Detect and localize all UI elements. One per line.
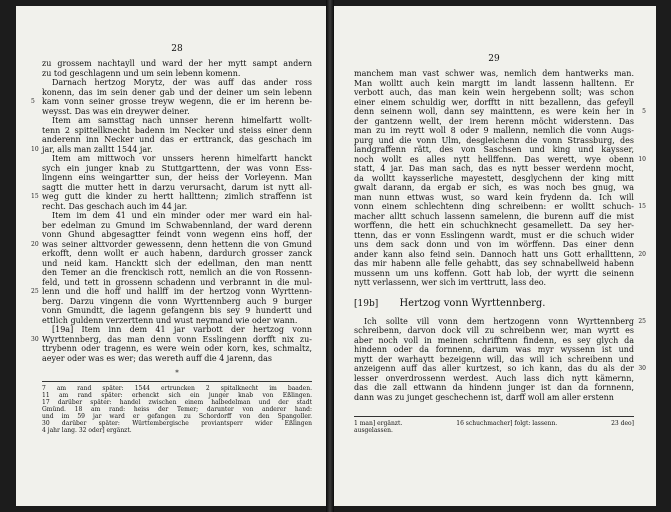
right-body-text-bottom — [354, 316, 646, 403]
text-line-content: [19a] Item inn dem 41 jar varbott der hertzog vonn — [52, 325, 312, 334]
text-line — [354, 393, 634, 403]
text-line — [42, 135, 312, 145]
text-line-content: aber noch voll in meinen schrifftenn findenn, es sey glych da — [354, 335, 634, 345]
text-line-content: hindenn oder da fornnenn, darum was myr wyssenn ist und — [354, 345, 634, 354]
text-line-content: vonn Gmundtt, die lagenn gefangenn bis sey 9 hundertt und — [42, 306, 312, 315]
right-page — [334, 6, 656, 506]
section-ref: [19b] — [354, 298, 379, 309]
text-line — [354, 88, 634, 98]
text-line-content: Man wolltt auch kein margtt im landt lassenn halltenn. Er — [354, 78, 634, 88]
text-line — [354, 269, 634, 279]
text-line — [42, 59, 312, 69]
footnote-line: 17 darüber später: handel zwischen einem halbedelman und der stadt — [42, 399, 312, 406]
text-line-content: verbott auch, das man kein wein hergebenn sollt; was schon — [354, 88, 634, 97]
left-page — [16, 6, 326, 506]
left-body-text — [31, 59, 312, 363]
text-line-content: weysst. Das was ein dreywer deiner. — [42, 106, 190, 116]
text-line — [42, 107, 312, 117]
line-number: 15 — [638, 203, 646, 210]
text-line — [354, 316, 646, 327]
text-line — [42, 230, 312, 240]
line-number: 10 — [638, 155, 646, 163]
text-line — [42, 249, 312, 259]
text-line-content: erkofft, denn wollt er auch habenn, dardurch grosser zanck — [42, 249, 312, 258]
text-line — [354, 278, 634, 288]
text-line — [354, 183, 634, 193]
text-line — [354, 383, 634, 393]
right-footnote-1: 1 man] ergänzt. — [354, 420, 403, 427]
text-line — [354, 212, 634, 222]
text-line — [354, 202, 646, 212]
text-line-content: nytt verlassenn, wer sich im verttrutt, lass deo. — [354, 278, 547, 287]
section-title: Hertzog vonn Wyrttennberg. — [399, 297, 546, 309]
text-line — [354, 145, 634, 155]
text-line-content: anzeigenn auff das aller kurtzest, so ich kann, das du als der — [354, 364, 634, 373]
text-line-content: das die zall ettwann da hindenn junger ist dan da fornnenn, — [354, 383, 634, 392]
text-line-content: feld, und tett in grossenn schadenn und verbrannt in die mul- — [42, 277, 312, 287]
text-line-content: anderenn inn Necker und das er erttranck, das geschach im — [42, 135, 312, 144]
text-line — [42, 202, 312, 212]
line-number: 10 — [31, 145, 39, 153]
text-line-content: purg und die vonn Ulm, desgleichenn die vonn Strassburg, des — [354, 135, 634, 145]
text-line-content: ander kann also feind sein. Dannoch hatt uns Gott erhallttenn, — [354, 249, 634, 259]
text-line-content: gwalt darann, da ergab er sich, es was noch bes gnug, wa — [354, 183, 634, 192]
text-line-content: einer einem schuldig wer, dorfftt in nitt bezallenn, das gefeyll — [354, 97, 634, 107]
text-line-content: Darnach hertzog Morytz, der was auff das ander ross — [52, 78, 312, 87]
left-page-number: 28 — [171, 44, 183, 54]
text-line — [42, 297, 312, 307]
text-line-content: macher alltt schuch lassenn samelenn, die burenn auff die mist — [354, 211, 634, 221]
text-line — [354, 259, 634, 269]
text-line — [31, 192, 312, 202]
right-footnote-2: 16 schuchmacher] folgt: lassenn. — [456, 420, 558, 427]
text-line-content: denn seinenn woll, dann sey mainttenn, es were kein her in — [354, 107, 634, 116]
footnote-line: 4 jahr lang. 32 oder] ergänzt. — [42, 427, 132, 434]
text-line — [42, 221, 312, 231]
right-footnote-row — [354, 420, 634, 427]
text-line-content: berg. Darzu vingenn die vonn Wyrttennberg auch 9 burger — [42, 296, 312, 306]
text-line-content: statt, 4 jar. Das man sach, das es nytt besser werdenn mocht, — [354, 164, 634, 173]
text-line — [354, 326, 634, 336]
text-line-content: jar, alls man zalltt 1544 jar. — [42, 144, 153, 154]
text-line-content: man zu im reytt woll 8 oder 9 mallenn, nemlich die vonn Augs- — [354, 126, 634, 135]
text-line — [42, 173, 312, 183]
text-line-content: vonn Ghund abgesagtter feindt vonn wegenn eins hoff, der — [42, 230, 312, 239]
text-line — [354, 193, 634, 203]
text-line — [354, 98, 634, 108]
text-line-content: ettlich guldenn verzerttenn und wust neymand wie oder wann. — [42, 315, 298, 325]
text-line — [42, 164, 312, 174]
line-number: 20 — [31, 240, 39, 248]
text-line — [42, 154, 312, 164]
text-line-content: kam vonn seiner grosse treyw wegenn, die er im herenn be- — [42, 97, 312, 106]
text-line — [42, 325, 312, 335]
text-line-content: recht. Das geschach auch im 44 jar. — [42, 201, 188, 211]
text-line-content: Ich sollte vill vonn dem hertzogenn vonn Wyrttennberg — [364, 316, 634, 326]
text-line — [354, 136, 634, 146]
text-line-content: der gantzenn wellt, der irem herenn möcht widerstenn. Das — [354, 116, 634, 126]
text-line-content: Item im dem 41 und ein minder oder mer ward ein hal- — [52, 211, 312, 220]
text-line — [42, 126, 312, 136]
text-line-content: ttrybenn oder tragenn, es were wein oder korn, kes, schmaltz, — [42, 344, 312, 353]
line-number: 5 — [31, 98, 35, 105]
text-line-content: uns dem sack donn und von im wörffenn. Das einer denn — [354, 240, 634, 249]
text-line — [354, 355, 634, 365]
text-line — [31, 97, 312, 107]
text-line-content: schreibenn, darvon dock vill zu schreibenn wer, man wyrtt es — [354, 326, 634, 335]
text-line — [42, 88, 312, 98]
text-line — [354, 79, 634, 89]
text-line — [42, 116, 312, 126]
text-line — [354, 107, 646, 117]
footnote-line: 7 am rand später: 1544 ertruncken 2 spitalknecht im baaden. — [42, 385, 312, 392]
text-line — [354, 364, 646, 374]
text-line-content: da wolltt kaysserliche mayestett, desglychenn der king mitt — [354, 173, 634, 183]
text-line — [31, 334, 312, 345]
section-heading — [354, 298, 634, 309]
footnote-line: 30 darüber später: Württembergische proviantsperr wider Eßlingen — [42, 420, 312, 427]
text-line-content: weg gutt die kinder zu hertt hallttenn; zimlich straffenn ist — [42, 192, 312, 201]
text-line-content: zu tod geschlagenn und um sein lebenn komenn. — [42, 68, 241, 78]
text-line — [354, 154, 646, 165]
text-line-content: mytt der warhaytt bezeigenn will, das will ich schreibenn und — [354, 354, 634, 364]
text-line-content: dann was zu junget geschechenn ist, darff woll am aller erstenn — [354, 392, 614, 402]
text-line — [354, 336, 634, 346]
text-line-content: noch wollt es alles nytt hellffenn. Das werett, wye obenn — [354, 154, 634, 164]
text-line-content: das mir habenn alle felle gehabtt, das sey schnabellweid habenn — [354, 259, 634, 268]
text-line — [354, 126, 634, 136]
text-line — [354, 221, 634, 231]
line-number: 25 — [638, 317, 646, 325]
text-line-content: Item am samsttag nach unnser herenn himelfartt wollt- — [52, 116, 312, 125]
text-line — [354, 69, 634, 79]
text-line-content: und neid kam. Hancktt sich der edellman, den man nentt — [42, 258, 312, 268]
text-line-content: landgraffenn rätt, des von Saschsen und king und kaysser, — [354, 145, 634, 154]
text-line-content: ber edelman zu Gmund im Schwabennland, der ward derenn — [42, 220, 312, 230]
right-footnotes — [354, 416, 634, 434]
right-footnote-line2: ausgelassen. — [354, 427, 393, 434]
text-line-content: aeyer oder was es wer; das wereth auff die 4 jarenn, das — [42, 353, 272, 363]
text-line-content: mussenn um uns koffenn. Gott hab lob, der wyrtt die seinenn — [354, 268, 634, 278]
text-line — [42, 211, 312, 221]
text-line — [42, 183, 312, 193]
text-line-content: ttenn, das er vonn Esslingenn wardt, must er die schuch wider — [354, 230, 634, 240]
text-line-content: den Temer an die frenckisch rott, nemlich an die von Rossenn- — [42, 268, 312, 277]
text-line-content: man nunn ettwas wust, so ward kein frydenn da. Ich will — [354, 192, 634, 202]
text-line — [42, 268, 312, 278]
text-line-content: Wyrttennberg, das man denn vonn Esslingenn dorfft nix zu- — [42, 334, 312, 344]
text-line-content: sych ein junger knab zu Stuttgarttenn, der was vonn Ess- — [42, 163, 312, 173]
text-line-content: was seiner alttvorder gewessenn, denn hettenn die von Gmund — [42, 239, 312, 249]
footnote-line: Gmünd. 18 am rand: heiss der Temer; darunter von anderer hand: — [42, 406, 312, 413]
book-gutter — [326, 0, 334, 512]
text-line-content: lenn und die hoff und hallff im der hertzog vonn Wyrttenn- — [42, 287, 312, 296]
text-line — [354, 240, 634, 250]
right-page-number: 29 — [488, 54, 500, 64]
text-line — [42, 259, 312, 269]
text-line-content: lingenn eins weingartter sun, der heiss der Vorleyenn. Man — [42, 173, 312, 182]
text-line — [42, 69, 312, 79]
text-line-content: sagtt die mutter hett in darzu verursacht, darum ist nytt all- — [42, 182, 312, 192]
text-line — [31, 287, 312, 297]
text-line — [42, 278, 312, 288]
right-body-text-top — [354, 69, 646, 288]
text-line — [354, 249, 646, 260]
line-number: 30 — [638, 365, 646, 372]
text-line-content: vonn einem schlechtenn ding schreibenn: er wolltt schuch- — [354, 202, 634, 211]
text-line — [354, 231, 634, 241]
text-line — [31, 239, 312, 250]
text-line — [354, 174, 634, 184]
section-star: * — [175, 369, 179, 377]
footnote-line: und im 59 jar ward er gefangen zu Schordorff von den Spangoller. — [42, 413, 312, 420]
text-line — [354, 164, 634, 174]
footnote-line: 11 am rand später: erhenckt sich ein junger knab von Eßlingen. — [42, 392, 312, 399]
text-line — [42, 306, 312, 316]
text-line — [42, 354, 312, 364]
text-line — [42, 344, 312, 354]
text-line — [354, 345, 634, 355]
text-line-content: tenn 2 spittellknecht badenn im Necker und steiss einer denn — [42, 125, 312, 135]
left-footnotes — [42, 381, 312, 434]
line-number: 30 — [31, 335, 39, 343]
text-line — [354, 117, 634, 127]
line-number: 5 — [642, 108, 646, 115]
line-number: 20 — [638, 250, 646, 258]
right-footnote-3: 23 deo] — [611, 420, 634, 427]
text-line — [42, 78, 312, 88]
line-number: 25 — [31, 288, 39, 295]
text-line-content: lesser onverdrossenn werdest. Auch lass dich nytt kämernn, — [354, 373, 634, 383]
line-number: 15 — [31, 193, 39, 200]
text-line-content: worffenn, die hett ein schuchknecht gesamellett. Da sey her- — [354, 221, 634, 230]
text-line-content: Item am mittwoch vor unssers herenn himelfartt hanckt — [52, 154, 312, 163]
text-line — [31, 144, 312, 155]
text-line-content: manchem man vast schwer was, nemlich dem hantwerks man. — [354, 69, 634, 78]
text-line-content: konenn, das im sein dener gab und der deiner um sein lebenn — [42, 87, 312, 97]
text-line — [42, 316, 312, 326]
text-line-content: zu grossem nachtayll und ward der her mytt sampt andern — [42, 59, 312, 68]
text-line — [354, 374, 634, 384]
